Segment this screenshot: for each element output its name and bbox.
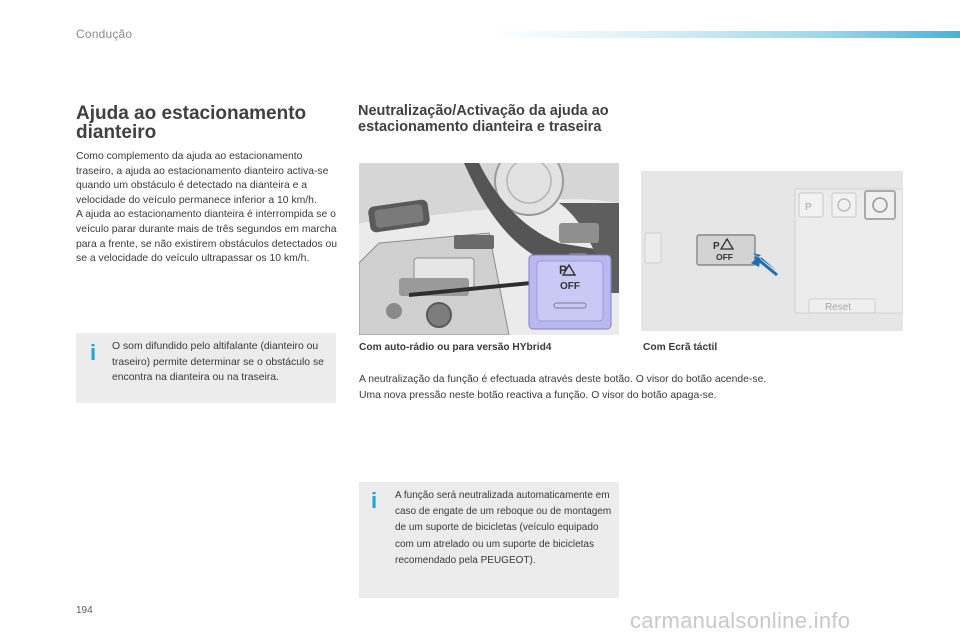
right-body — [359, 372, 919, 403]
info-note-text: O som difundido pelo altifalante (dianteiro ou traseiro) permite determinar se o obstáculo se encontra na dianteira ou na traseira. — [112, 341, 324, 384]
dashboard-illustration — [359, 163, 619, 335]
right-paragraph: Uma nova pressão neste botão reactiva a função. O visor do botão apaga-se. — [359, 389, 717, 401]
caption-radio-version: Com auto-rádio ou para versão HYbrid4 — [359, 342, 552, 353]
screen-off-label: OFF — [716, 252, 733, 262]
page-number: 194 — [76, 605, 93, 616]
reset-button-label: Reset — [825, 302, 852, 313]
section-label: Condução — [76, 27, 133, 41]
header-gradient-bar — [490, 31, 960, 38]
left-paragraph: A ajuda ao estacionamento dianteira é interrompida se o veículo parar durante mais de três segundos em marcha para a frente, se não existirem obstáculos detectados ou se a velocidade do veículo ultrapassar os 10 km/h. — [76, 209, 338, 265]
info-note — [359, 482, 619, 598]
touchscreen-illustration — [641, 171, 903, 331]
svg-text:P: P — [559, 263, 568, 277]
info-icon: i — [90, 340, 97, 365]
right-title: Neutralização/Activação da ajuda ao estacionamento dianteira e traseira — [358, 103, 609, 135]
info-note-text: A função será neutralizada automaticamente em caso de engate de um reboque ou de montagem de um suporte de bicicletas (veículo equipado com um atrelado ou um suporte de bicicletas recomendado pela PEUGEOT). — [395, 490, 612, 566]
watermark: carmanualsonline.info — [630, 608, 851, 633]
off-button-label: OFF — [560, 281, 580, 292]
info-note — [76, 333, 336, 403]
right-paragraph: A neutralização da função é efectuada através deste botão. O visor do botão acende-se. — [359, 374, 767, 385]
left-title: Ajuda ao estacionamento dianteiro — [76, 103, 307, 143]
left-body — [76, 150, 338, 267]
svg-text:P: P — [805, 202, 812, 213]
svg-text:P: P — [713, 241, 720, 252]
left-paragraph: Como complemento da ajuda ao estacionamento traseiro, a ajuda ao estacionamento dianteiro activa-se quando um obstáculo é detectado na dianteira e a velocidade do veículo permanece inferior a 10 km/h. — [76, 151, 329, 206]
caption-touchscreen: Com Ecrã táctil — [643, 342, 718, 353]
touchscreen-photo — [641, 171, 903, 331]
info-icon: i — [371, 488, 378, 513]
dashboard-photo — [359, 163, 619, 335]
